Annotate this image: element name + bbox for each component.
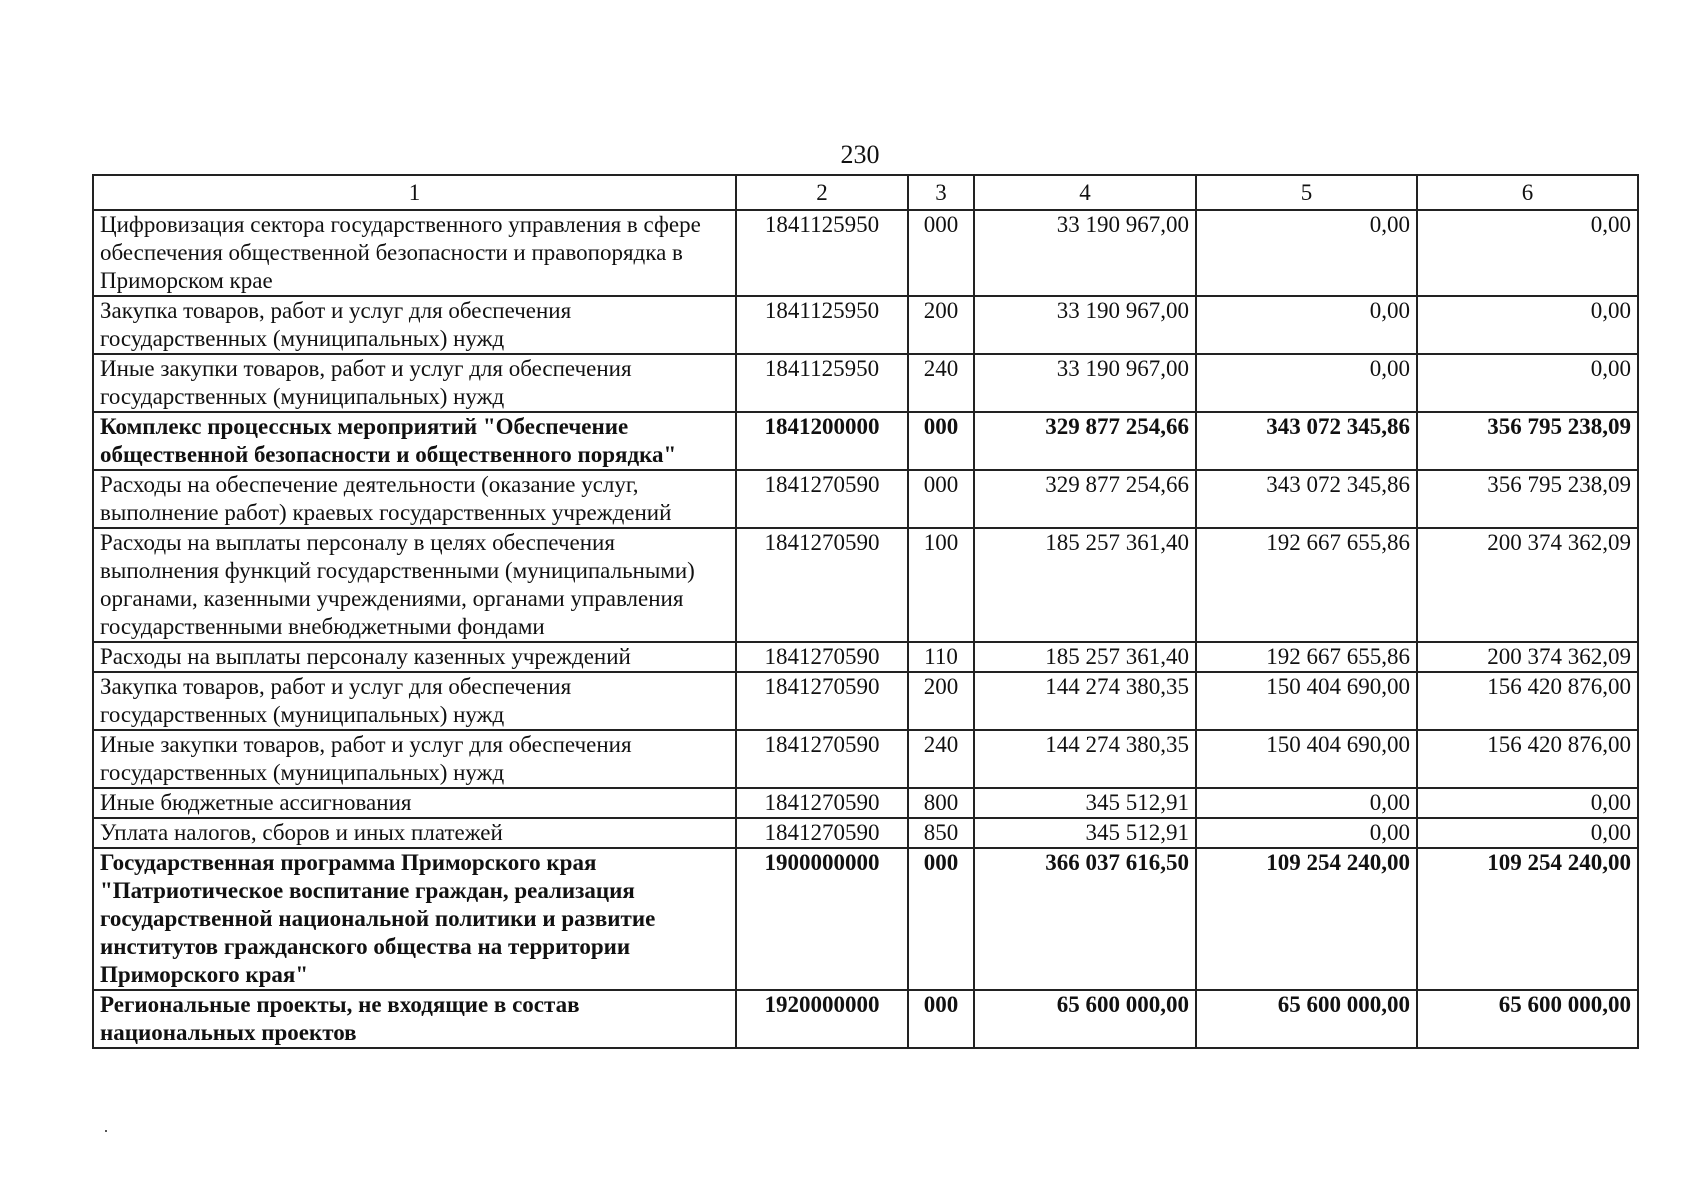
row-code-cell: 1900000000 <box>736 848 908 990</box>
row-expense-type-cell: 000 <box>908 412 974 470</box>
row-amount-col5-cell: 192 667 655,86 <box>1196 528 1417 642</box>
row-code-cell: 1841125950 <box>736 296 908 354</box>
row-code-cell: 1841270590 <box>736 818 908 848</box>
row-amount-col6-cell: 65 600 000,00 <box>1417 990 1638 1048</box>
row-amount-col6-cell: 156 420 876,00 <box>1417 730 1638 788</box>
row-amount-col6-cell: 356 795 238,09 <box>1417 470 1638 528</box>
row-code-cell: 1841270590 <box>736 730 908 788</box>
table-row <box>93 470 1638 528</box>
row-expense-type-cell: 240 <box>908 730 974 788</box>
row-name-cell: Региональные проекты, не входящие в состав национальных проектов <box>93 990 736 1048</box>
table-row <box>93 818 1638 848</box>
page-number: 230 <box>840 140 880 169</box>
row-expense-type-cell: 100 <box>908 528 974 642</box>
row-expense-type-cell: 000 <box>908 470 974 528</box>
row-expense-type-cell: 000 <box>908 210 974 296</box>
row-amount-col5-cell: 0,00 <box>1196 788 1417 818</box>
row-name-cell: Иные закупки товаров, работ и услуг для обеспечения государственных (муниципальных) нужд <box>93 730 736 788</box>
table-row <box>93 210 1638 296</box>
row-amount-col5-cell: 343 072 345,86 <box>1196 470 1417 528</box>
row-expense-type-cell: 110 <box>908 642 974 672</box>
row-amount-col4-cell: 65 600 000,00 <box>974 990 1196 1048</box>
table-header-row <box>93 175 1638 210</box>
row-amount-col4-cell: 144 274 380,35 <box>974 672 1196 730</box>
row-amount-col4-cell: 329 877 254,66 <box>974 470 1196 528</box>
table-row <box>93 730 1638 788</box>
row-code-cell: 1841270590 <box>736 672 908 730</box>
table-row <box>93 672 1638 730</box>
header-col-1: 1 <box>93 175 736 210</box>
row-amount-col6-cell: 109 254 240,00 <box>1417 848 1638 990</box>
row-amount-col4-cell: 33 190 967,00 <box>974 354 1196 412</box>
row-expense-type-cell: 000 <box>908 848 974 990</box>
row-code-cell: 1841270590 <box>736 528 908 642</box>
row-amount-col6-cell: 200 374 362,09 <box>1417 642 1638 672</box>
row-expense-type-cell: 240 <box>908 354 974 412</box>
row-name-cell: Закупка товаров, работ и услуг для обеспечения государственных (муниципальных) нужд <box>93 296 736 354</box>
table-row <box>93 788 1638 818</box>
row-name-cell: Иные бюджетные ассигнования <box>93 788 736 818</box>
row-amount-col4-cell: 144 274 380,35 <box>974 730 1196 788</box>
table-row <box>93 528 1638 642</box>
row-amount-col5-cell: 150 404 690,00 <box>1196 730 1417 788</box>
budget-table <box>92 174 1639 1049</box>
row-expense-type-cell: 850 <box>908 818 974 848</box>
table-row <box>93 296 1638 354</box>
row-code-cell: 1841200000 <box>736 412 908 470</box>
row-amount-col5-cell: 0,00 <box>1196 354 1417 412</box>
row-name-cell: Уплата налогов, сборов и иных платежей <box>93 818 736 848</box>
row-amount-col5-cell: 150 404 690,00 <box>1196 672 1417 730</box>
row-amount-col4-cell: 329 877 254,66 <box>974 412 1196 470</box>
row-amount-col4-cell: 366 037 616,50 <box>974 848 1196 990</box>
row-expense-type-cell: 200 <box>908 672 974 730</box>
row-amount-col6-cell: 0,00 <box>1417 818 1638 848</box>
row-amount-col4-cell: 345 512,91 <box>974 818 1196 848</box>
row-code-cell: 1920000000 <box>736 990 908 1048</box>
row-name-cell: Цифровизация сектора государственного управления в сфере обеспечения общественной безопасности и правопорядка в Приморском крае <box>93 210 736 296</box>
row-amount-col4-cell: 33 190 967,00 <box>974 210 1196 296</box>
row-amount-col4-cell: 185 257 361,40 <box>974 528 1196 642</box>
row-amount-col6-cell: 0,00 <box>1417 296 1638 354</box>
row-amount-col5-cell: 192 667 655,86 <box>1196 642 1417 672</box>
row-expense-type-cell: 800 <box>908 788 974 818</box>
row-name-cell: Закупка товаров, работ и услуг для обеспечения государственных (муниципальных) нужд <box>93 672 736 730</box>
row-amount-col5-cell: 0,00 <box>1196 818 1417 848</box>
row-name-cell: Расходы на выплаты персоналу в целях обеспечения выполнения функций государственными (муниципальными) органами, казенными учреждениями, органами управления государственными внебюджетными фондами <box>93 528 736 642</box>
row-name-cell: Иные закупки товаров, работ и услуг для обеспечения государственных (муниципальных) нужд <box>93 354 736 412</box>
table-row <box>93 848 1638 990</box>
row-amount-col5-cell: 0,00 <box>1196 210 1417 296</box>
row-expense-type-cell: 200 <box>908 296 974 354</box>
row-code-cell: 1841125950 <box>736 210 908 296</box>
header-col-6: 6 <box>1417 175 1638 210</box>
row-amount-col5-cell: 109 254 240,00 <box>1196 848 1417 990</box>
header-col-5: 5 <box>1196 175 1417 210</box>
row-amount-col6-cell: 0,00 <box>1417 788 1638 818</box>
row-code-cell: 1841270590 <box>736 788 908 818</box>
table-row <box>93 642 1638 672</box>
row-amount-col4-cell: 33 190 967,00 <box>974 296 1196 354</box>
header-col-3: 3 <box>908 175 974 210</box>
row-name-cell: Комплекс процессных мероприятий "Обеспечение общественной безопасности и общественного порядка" <box>93 412 736 470</box>
row-amount-col5-cell: 343 072 345,86 <box>1196 412 1417 470</box>
row-expense-type-cell: 000 <box>908 990 974 1048</box>
row-amount-col6-cell: 0,00 <box>1417 354 1638 412</box>
table-row <box>93 354 1638 412</box>
row-code-cell: 1841270590 <box>736 470 908 528</box>
row-amount-col4-cell: 345 512,91 <box>974 788 1196 818</box>
scan-speck <box>105 1130 107 1132</box>
header-col-2: 2 <box>736 175 908 210</box>
row-name-cell: Расходы на обеспечение деятельности (оказание услуг, выполнение работ) краевых государственных учреждений <box>93 470 736 528</box>
row-amount-col5-cell: 65 600 000,00 <box>1196 990 1417 1048</box>
row-name-cell: Государственная программа Приморского края "Патриотическое воспитание граждан, реализация государственной национальной политики и развитие институтов гражданского общества на территории Приморского края" <box>93 848 736 990</box>
row-code-cell: 1841125950 <box>736 354 908 412</box>
header-col-4: 4 <box>974 175 1196 210</box>
row-amount-col6-cell: 356 795 238,09 <box>1417 412 1638 470</box>
row-amount-col5-cell: 0,00 <box>1196 296 1417 354</box>
table-row <box>93 990 1638 1048</box>
row-amount-col4-cell: 185 257 361,40 <box>974 642 1196 672</box>
table-row <box>93 412 1638 470</box>
row-amount-col6-cell: 0,00 <box>1417 210 1638 296</box>
row-code-cell: 1841270590 <box>736 642 908 672</box>
row-name-cell: Расходы на выплаты персоналу казенных учреждений <box>93 642 736 672</box>
row-amount-col6-cell: 156 420 876,00 <box>1417 672 1638 730</box>
row-amount-col6-cell: 200 374 362,09 <box>1417 528 1638 642</box>
